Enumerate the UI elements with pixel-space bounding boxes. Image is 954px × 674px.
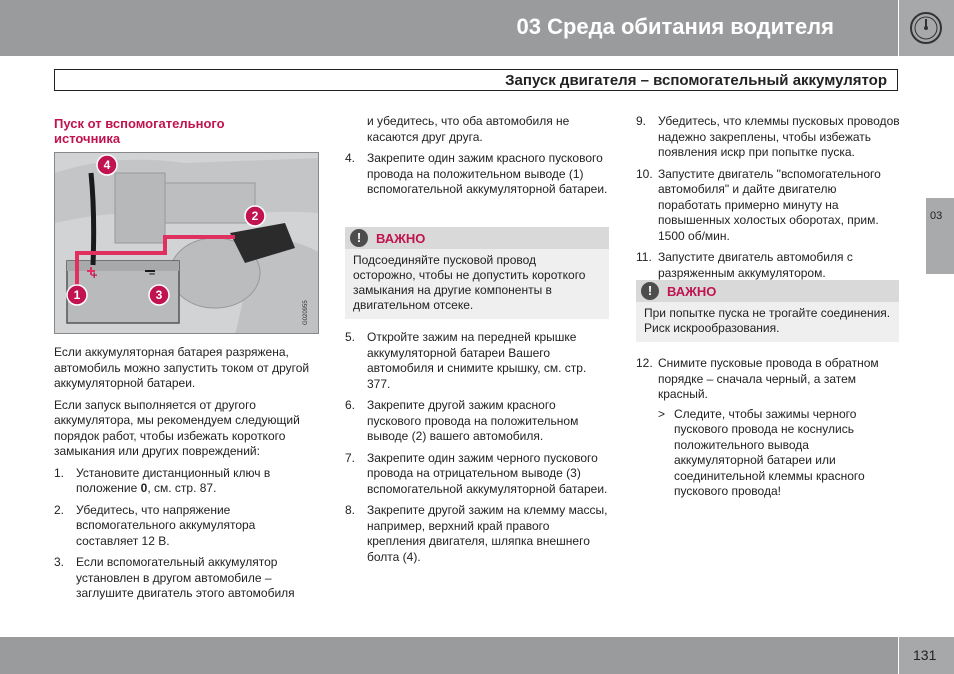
side-tab-label: 03	[930, 210, 943, 222]
heading-line-2: источника	[54, 131, 121, 146]
item-text: Установите дистанционный ключ в положение	[76, 465, 271, 495]
chapter-title: 03 Среда обитания водителя	[516, 14, 834, 39]
column-middle	[345, 114, 609, 198]
list-item	[636, 167, 900, 245]
list-item	[54, 555, 320, 602]
item-number: 4.	[345, 151, 356, 165]
item-number: 9.	[636, 114, 647, 128]
intro-paragraph-2: Если запуск выполняется от другого аккумулятора, мы рекомендуем следующий порядок работ, чтобы избежать короткого замыкания или других повреждений:	[54, 397, 300, 458]
list-item	[636, 114, 900, 161]
column-left	[54, 116, 320, 146]
list-item	[636, 250, 900, 281]
item-number: 2.	[54, 502, 65, 517]
engine-bay-drawing	[55, 153, 319, 334]
column-left-text	[54, 345, 320, 602]
warning-box	[345, 227, 609, 319]
section-title: Запуск двигателя – вспомогательный аккумулятор	[505, 72, 887, 89]
plus-mark: +	[91, 270, 98, 282]
sub-item-text: Следите, чтобы зажимы черного пускового провода не коснулись положительного вывода аккумуляторной батареи или соединительной клеммы красного пускового провода!	[674, 406, 865, 498]
item-text: Если вспомогательный аккумулятор установлен в другом автомобиле – заглушите двигатель этого автомобиля	[76, 555, 295, 600]
section-title-bar	[54, 69, 898, 91]
list-item	[345, 451, 609, 498]
item-number: 12.	[636, 356, 653, 370]
continuation-text: и убедитесь, что оба автомобиля не касаются друг друга.	[367, 114, 570, 144]
item-text: Закрепите один зажим черного пускового провода на отрицательном выводе (3) вспомогательной аккумуляторной батареи.	[367, 450, 608, 496]
item-text: Закрепите другой зажим на клемму массы, например, верхний край правого крепления двигателя, шляпка внешнего болта (4).	[367, 503, 608, 564]
minus-mark: –	[149, 268, 156, 280]
speedometer-icon	[908, 10, 944, 46]
column-right-list	[636, 356, 900, 500]
warning-header	[345, 227, 609, 249]
item-number: 11.	[636, 250, 652, 264]
callout-1: 1	[73, 288, 81, 302]
item-number: 8.	[345, 503, 356, 517]
list-item	[345, 151, 609, 198]
column-right	[636, 114, 900, 281]
chapter-side-tab[interactable]	[926, 198, 954, 274]
item-number: 5.	[345, 330, 356, 344]
item-number: 3.	[54, 555, 65, 569]
item-text: Снимите пусковые провода в обратном порядке – сначала черный, а затем красный.	[658, 356, 879, 401]
list-item	[636, 356, 900, 403]
list-item	[345, 330, 609, 392]
figure-code: G020955	[303, 300, 309, 325]
item-text: Запустите двигатель автомобиля с разряженным аккумулятором.	[658, 250, 853, 280]
item-text: Откройте зажим на передней крышке аккумуляторной батареи Вашего автомобиля и снимите крышку, см. стр. 377.	[367, 330, 587, 391]
item-number: 6.	[345, 398, 356, 412]
item-text: Закрепите другой зажим красного пускового провода на положительном выводе (2) вашего автомобиля.	[367, 398, 579, 443]
heading-line-1: Пуск от вспомогательного	[54, 116, 225, 131]
sub-item-marker: >	[658, 406, 666, 421]
page-number-box	[899, 637, 954, 674]
item-text: Убедитесь, что клеммы пусковых проводов надежно закреплены, чтобы избежать появления искр при попытке пуска.	[658, 114, 900, 159]
page-number: 131	[913, 647, 937, 663]
list-item	[345, 398, 609, 445]
footer-band	[0, 637, 898, 674]
section-heading	[54, 116, 320, 146]
sub-item	[636, 407, 900, 500]
warning-box	[636, 280, 899, 342]
warning-header	[636, 280, 899, 302]
item-text: , см. стр. 87.	[147, 481, 217, 495]
chapter-header-band	[0, 0, 898, 56]
item-text: Запустите двигатель "вспомогательного автомобиля" и дайте двигателю поработать примерно минуту на повышенных холостых оборотах, прим. 1500 об/мин.	[658, 166, 881, 243]
warning-label: ВАЖНО	[667, 284, 717, 299]
warning-icon: !	[641, 282, 659, 300]
callout-4: 4	[103, 158, 111, 172]
warning-label: ВАЖНО	[376, 231, 426, 246]
chapter-icon-box	[899, 0, 954, 56]
item-number: 7.	[345, 450, 356, 465]
item-text: Убедитесь, что напряжение вспомогательного аккумулятора составляет 12 В.	[76, 502, 256, 548]
warning-text: При попытке пуска не трогайте соединения. Риск искрообразования.	[644, 306, 891, 335]
list-item	[345, 503, 609, 565]
column-middle-list	[345, 330, 609, 565]
item-bold-value: 0	[140, 481, 148, 495]
intro-paragraph-1: Если аккумуляторная батарея разряжена, автомобиль можно запустить током от другой аккумуляторной батареи.	[54, 345, 310, 390]
warning-text: Подсоединяйте пусковой провод осторожно, чтобы не допустить короткого замыкания на другие компоненты в двигательном отсеке.	[353, 253, 586, 312]
callout-2: 2	[251, 209, 259, 223]
battery-illustration	[54, 152, 319, 334]
list-item	[54, 466, 320, 497]
warning-icon: !	[350, 229, 368, 247]
item-number: 10.	[636, 166, 653, 181]
item-number: 1.	[54, 465, 65, 480]
callout-3: 3	[155, 288, 163, 302]
item-text: Закрепите один зажим красного пускового провода на положительном выводе (1) вспомогательной аккумуляторной батареи.	[367, 151, 608, 196]
list-item	[54, 503, 320, 550]
